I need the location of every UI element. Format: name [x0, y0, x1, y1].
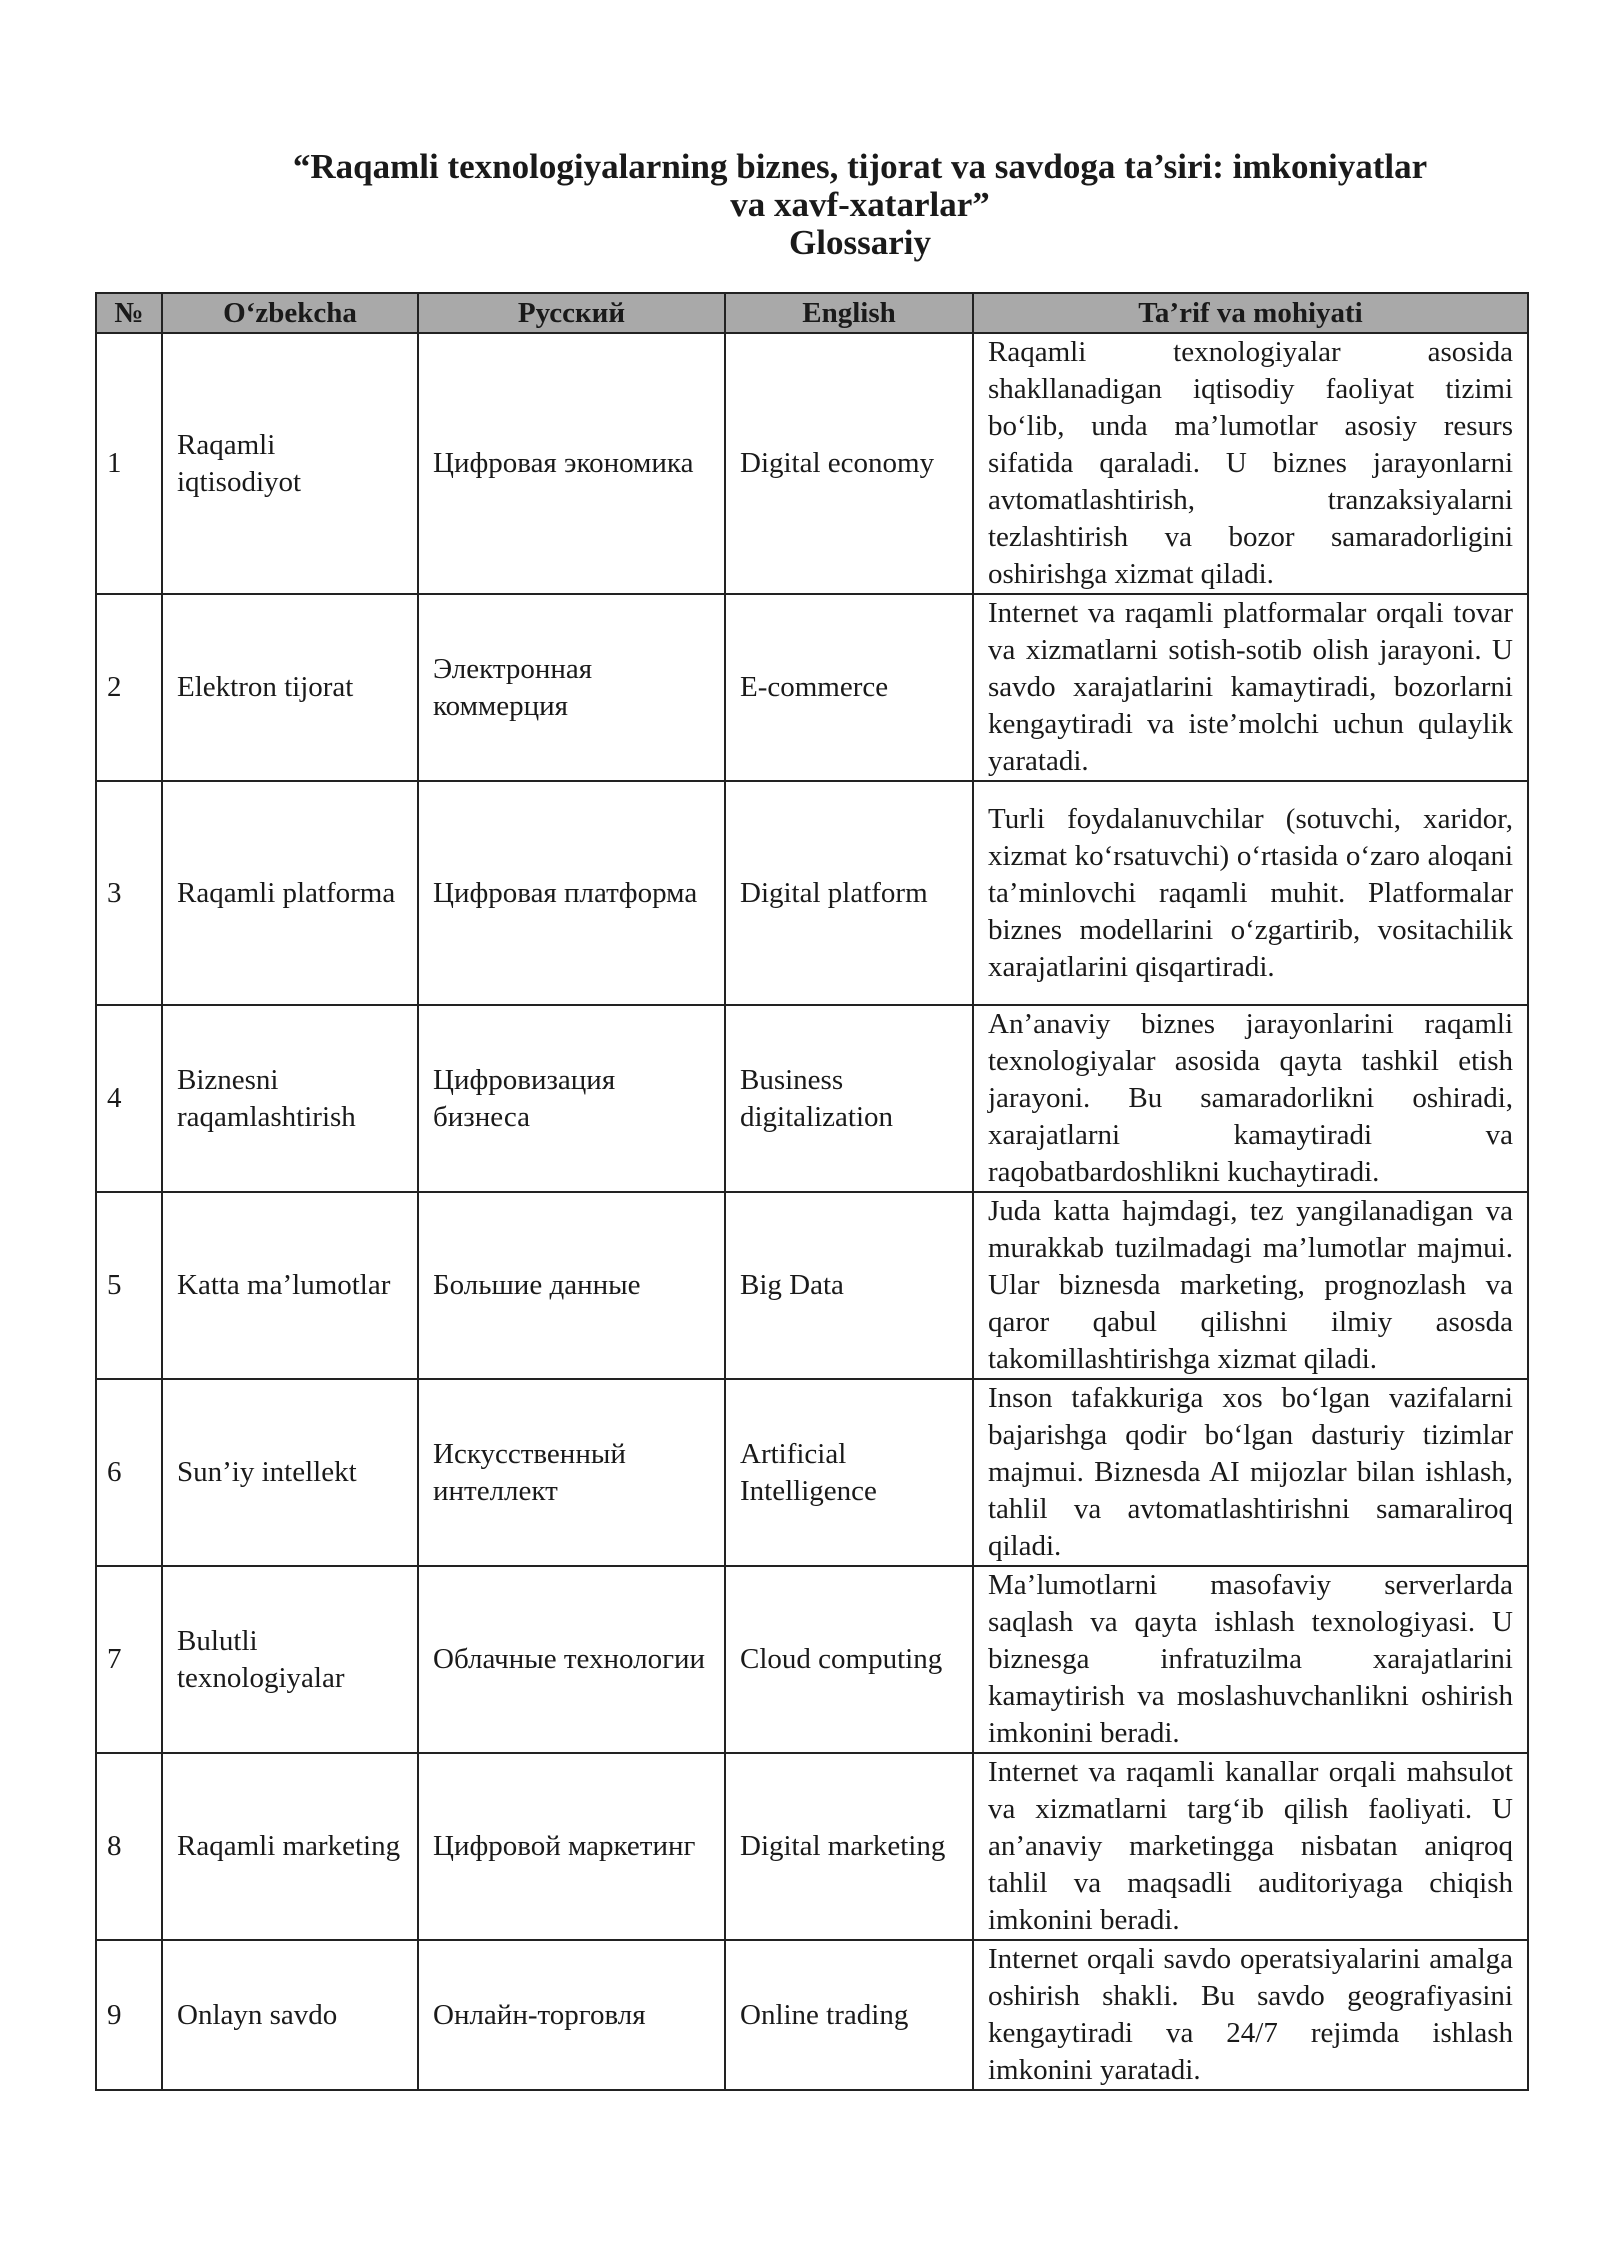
- term-definition: Ma’lumotlarni masofaviy serverlarda saqlash va qayta ishlash texnologiyasi. U biznesga infratuzilma xarajatlarini kamaytirish va moslashuvchanlikni oshirish imkonini beradi.: [973, 1566, 1528, 1753]
- term-english: Big Data: [725, 1192, 973, 1379]
- term-english: Online trading: [725, 1940, 973, 2090]
- row-number: 8: [96, 1753, 162, 1940]
- table-row: [96, 1940, 1528, 2090]
- term-russian: Электронная коммерция: [418, 594, 725, 781]
- term-uzbek: Bulutli texnologiyalar: [162, 1566, 418, 1753]
- term-russian: Цифровая экономика: [418, 333, 725, 594]
- term-uzbek: Raqamli marketing: [162, 1753, 418, 1940]
- table-row: [96, 594, 1528, 781]
- row-number: 5: [96, 1192, 162, 1379]
- term-uzbek: Elektron tijorat: [162, 594, 418, 781]
- document-title-line-1: “Raqamli texnologiyalarning biznes, tijorat va savdoga ta’siri: imkoniyatlar: [292, 147, 1428, 186]
- table-row: [96, 1192, 1528, 1379]
- term-uzbek: Sun’iy intellekt: [162, 1379, 418, 1566]
- header-definition: Ta’rif va mohiyati: [973, 293, 1528, 333]
- row-number: 9: [96, 1940, 162, 2090]
- document-title-block: [160, 148, 1560, 262]
- term-uzbek: Biznesni raqamlashtirish: [162, 1005, 418, 1192]
- term-russian: Онлайн-торговля: [418, 1940, 725, 2090]
- document-subtitle: Glossariy: [789, 223, 931, 262]
- term-uzbek: Onlayn savdo: [162, 1940, 418, 2090]
- term-definition: Raqamli texnologiyalar asosida shakllanadigan iqtisodiy faoliyat tizimi bo‘lib, unda ma’lumotlar asosiy resurs sifatida qaraladi. U biznes jarayonlarni avtomatlashtirish, tranzaksiyalarni tezlashtirish va bozor samaradorligini oshirishga xizmat qiladi.: [973, 333, 1528, 594]
- term-english: Digital marketing: [725, 1753, 973, 1940]
- header-english: English: [725, 293, 973, 333]
- header-number: №: [96, 293, 162, 333]
- term-english: Cloud computing: [725, 1566, 973, 1753]
- table-row: [96, 1005, 1528, 1192]
- term-russian: Большие данные: [418, 1192, 725, 1379]
- row-number: 1: [96, 333, 162, 594]
- table-row: [96, 781, 1528, 1005]
- term-definition: Juda katta hajmdagi, tez yangilanadigan va murakkab tuzilmadagi ma’lumotlar majmui. Ular biznesda marketing, prognozlash va qaror qabul qilishni ilmiy asosda takomillashtirishga xizmat qiladi.: [973, 1192, 1528, 1379]
- header-russian: Русский: [418, 293, 725, 333]
- term-definition: Internet va raqamli platformalar orqali tovar va xizmatlarni sotish-sotib olish jarayoni. U savdo xarajatlarini kamaytiradi, bozorlarni kengaytiradi va iste’molchi uchun qulaylik yaratadi.: [973, 594, 1528, 781]
- term-definition: Inson tafakkuriga xos bo‘lgan vazifalarni bajarishga qodir bo‘lgan dasturiy tizimlar majmui. Biznesda AI mijozlar bilan ishlash, tahlil va avtomatlashtirishni samaraliroq qiladi.: [973, 1379, 1528, 1566]
- table-row: [96, 1379, 1528, 1566]
- term-uzbek: Raqamli platforma: [162, 781, 418, 1005]
- table-header-row: [96, 293, 1528, 333]
- term-uzbek: Katta ma’lumotlar: [162, 1192, 418, 1379]
- header-uzbek: O‘zbekcha: [162, 293, 418, 333]
- table-row: [96, 1566, 1528, 1753]
- term-english: Digital economy: [725, 333, 973, 594]
- term-english: Artificial Intelligence: [725, 1379, 973, 1566]
- term-definition: Internet orqali savdo operatsiyalarini amalga oshirish shakli. Bu savdo geografiyasini kengaytiradi va 24/7 rejimda ishlash imkonini yaratadi.: [973, 1940, 1528, 2090]
- glossary-table: [95, 292, 1529, 2091]
- term-russian: Искусственный интеллект: [418, 1379, 725, 1566]
- term-russian: Цифровизация бизнеса: [418, 1005, 725, 1192]
- term-definition: Turli foydalanuvchilar (sotuvchi, xaridor, xizmat ko‘rsatuvchi) o‘rtasida o‘zaro aloqani ta’minlovchi raqamli muhit. Platformalar biznes modellarini o‘zgartirib, vositachilik xarajatlarini qisqartiradi.: [973, 781, 1528, 1005]
- term-definition: Internet va raqamli kanallar orqali mahsulot va xizmatlarni targ‘ib qilish faoliyati. U an’anaviy marketingga nisbatan aniqroq tahlil va maqsadli auditoriyaga chiqish imkonini beradi.: [973, 1753, 1528, 1940]
- row-number: 4: [96, 1005, 162, 1192]
- term-uzbek: Raqamli iqtisodiyot: [162, 333, 418, 594]
- term-russian: Цифровой маркетинг: [418, 1753, 725, 1940]
- row-number: 7: [96, 1566, 162, 1753]
- term-definition: An’anaviy biznes jarayonlarini raqamli texnologiyalar asosida qayta tashkil etish jarayoni. Bu samaradorlikni oshiradi, xarajatlarni kamaytiradi va raqobatbardoshlikni kuchaytiradi.: [973, 1005, 1528, 1192]
- row-number: 2: [96, 594, 162, 781]
- document-title-line-2: va xavf-xatarlar”: [730, 185, 990, 224]
- term-english: Business digitalization: [725, 1005, 973, 1192]
- term-english: E-commerce: [725, 594, 973, 781]
- row-number: 3: [96, 781, 162, 1005]
- term-russian: Цифровая платформа: [418, 781, 725, 1005]
- term-russian: Облачные технологии: [418, 1566, 725, 1753]
- row-number: 6: [96, 1379, 162, 1566]
- table-row: [96, 1753, 1528, 1940]
- term-english: Digital platform: [725, 781, 973, 1005]
- table-row: [96, 333, 1528, 594]
